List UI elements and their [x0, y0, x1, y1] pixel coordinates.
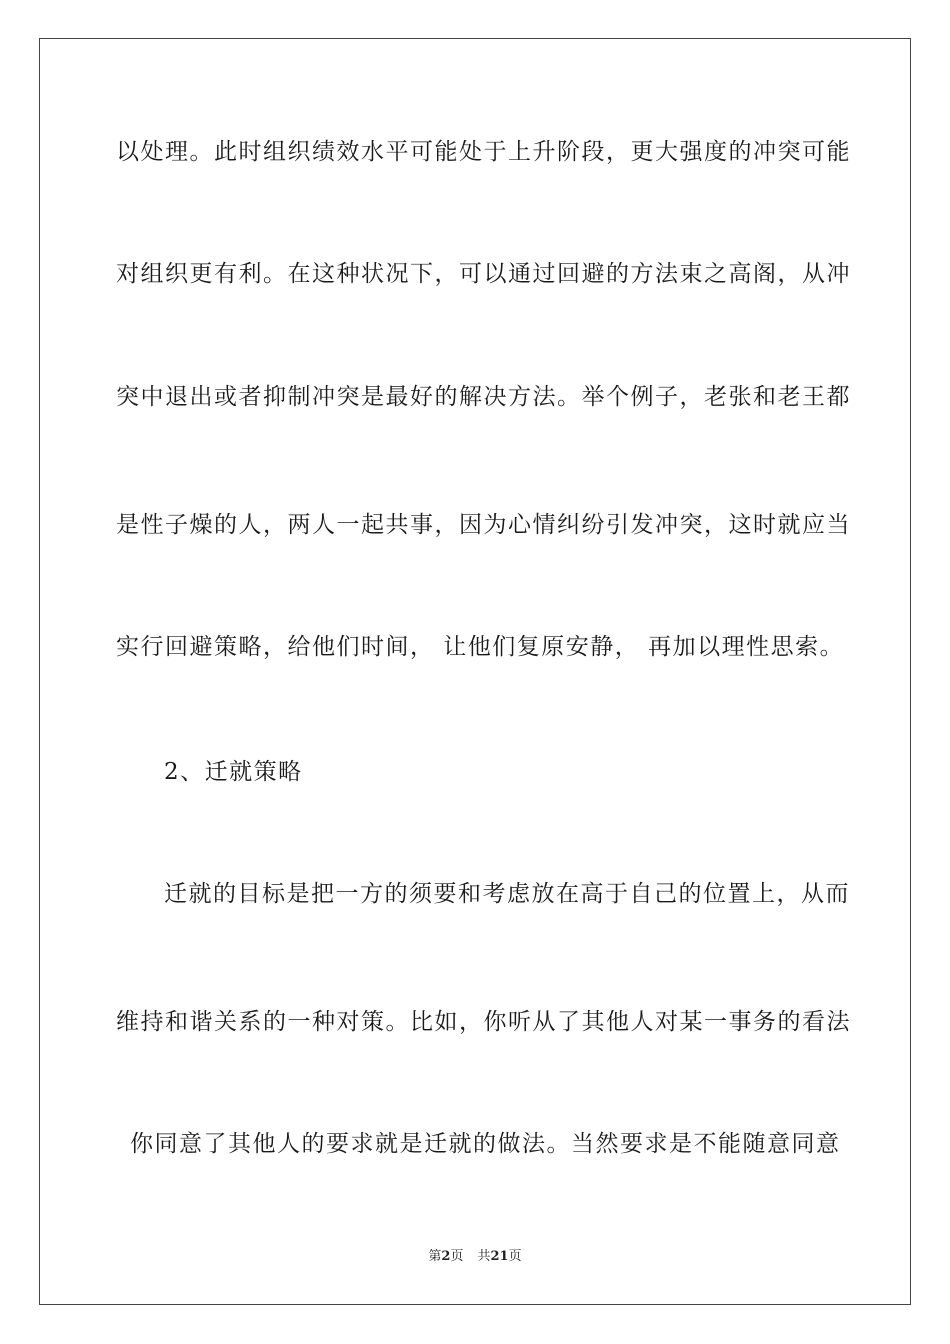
body-text-line: 迁就的目标是把一方的须要和考虑放在高于自己的位置上，从而 [164, 881, 850, 907]
body-text-line: 维持和谐关系的一种对策。比如，你听从了其他人对某一事务的看法 [116, 1009, 851, 1035]
page-footer [0, 1248, 950, 1266]
total-pages: 21 [490, 1249, 509, 1264]
body-text-line: 对组织更有利。在这种状况下，可以通过回避的方法束之高阁，从冲 [116, 261, 851, 287]
total-suffix: 页 [508, 1249, 522, 1264]
section-heading: 2、迁就策略 [164, 759, 303, 785]
body-text-line: 是性子燥的人，两人一起共事，因为心情纠纷引发冲突，这时就应当 [116, 512, 851, 538]
body-text-line: 你同意了其他人的要求就是迁就的做法。当然要求是不能随意同意 [130, 1131, 841, 1157]
page-prefix: 第 [428, 1249, 442, 1264]
body-text-line: 突中退出或者抑制冲突是最好的解决方法。举个例子，老张和老王都 [116, 384, 851, 410]
page-border [39, 38, 911, 1305]
page-suffix: 页 [450, 1249, 464, 1264]
total-prefix: 共 [477, 1249, 491, 1264]
body-text-line: 以处理。此时组织绩效水平可能处于上升阶段，更大强度的冲突可能 [116, 139, 851, 165]
body-text-line: 实行回避策略，给他们时间， 让他们复原安静， 再加以理性思索。 [116, 634, 845, 660]
page-number: 2 [441, 1249, 451, 1264]
